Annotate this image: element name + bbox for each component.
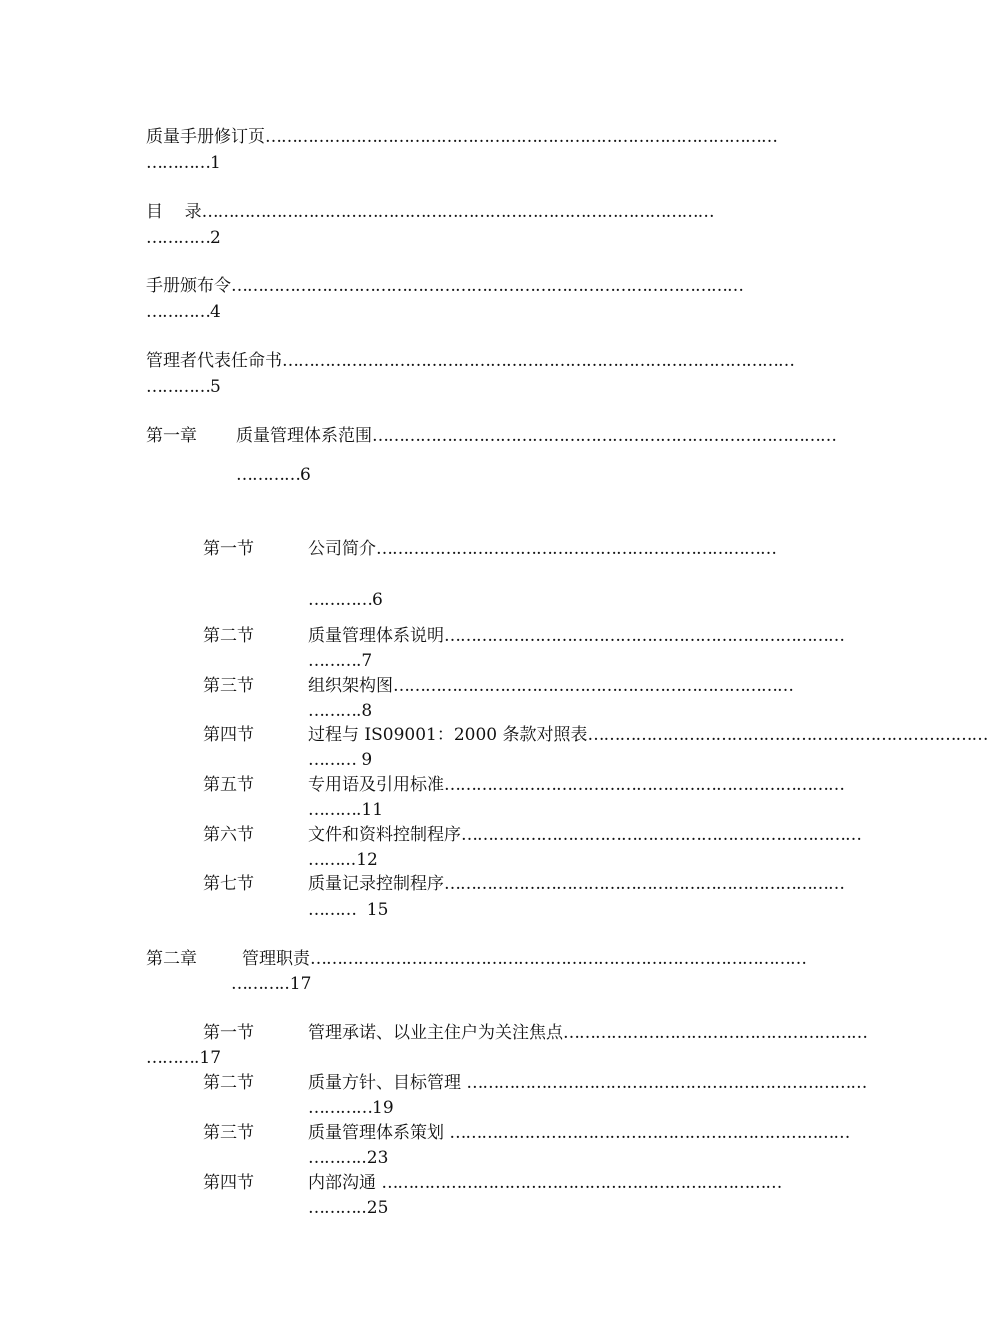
section-page-line: ……….11	[308, 800, 384, 820]
toc-entry-revision[interactable]: 质量手册修订页……………………………………………………………………………………	[146, 127, 777, 147]
toc-entry-title: 质量手册修订页	[146, 127, 265, 147]
chapter-1-label: 第一章	[146, 426, 197, 446]
ch1-section-2-entry[interactable]: 质量管理体系说明…………………………………………………………………	[308, 626, 844, 646]
chapter-2-label: 第二章	[146, 949, 197, 969]
chapter-2-page-line: ………..17	[231, 974, 312, 994]
ch2-section-2-entry[interactable]: 质量方针、目标管理 …………………………………………………………………	[308, 1073, 867, 1093]
ch2-section-4-label: 第四节	[203, 1173, 254, 1193]
section-title: 过程与 IS09001：2000 条款对照表	[308, 725, 588, 745]
toc-entry-decree[interactable]: 手册颁布令……………………………………………………………………………………	[146, 276, 743, 296]
chapter-2-entry[interactable]: 管理职责…………………………………………………………………………………	[242, 949, 806, 969]
section-page: 19	[372, 1098, 394, 1118]
section-page: .17	[194, 1048, 222, 1068]
section-page: 15	[356, 900, 389, 920]
section-page: ..23	[356, 1148, 389, 1168]
chapter-1-page: 6	[300, 465, 311, 485]
ch1-section-3-entry[interactable]: 组织架构图…………………………………………………………………	[308, 676, 793, 696]
section-page: 6	[372, 590, 383, 610]
section-page-line: …………6	[308, 590, 383, 610]
toc-entry-page-line: …………5	[146, 377, 221, 397]
chapter-1-page-line: …………6	[236, 465, 311, 485]
section-title: 内部沟通	[308, 1173, 382, 1193]
section-page-line: ……….7	[308, 651, 373, 671]
ch1-section-1-entry[interactable]: 公司简介…………………………………………………………………	[308, 539, 776, 559]
toc-entry-contents[interactable]: 目 录……………………………………………………………………………………	[146, 202, 714, 222]
section-page: .7	[356, 651, 373, 671]
section-page: 9	[356, 750, 373, 770]
section-page-line: …………19	[308, 1098, 394, 1118]
section-page-line: ……….17	[146, 1048, 222, 1068]
section-page: ..25	[356, 1198, 389, 1218]
ch1-section-1-label: 第一节	[203, 539, 254, 559]
toc-entry-title: 目 录	[146, 202, 202, 222]
toc-entry-page: 1	[210, 153, 221, 173]
section-title: 质量管理体系策划	[308, 1123, 450, 1143]
toc-entry-appointment[interactable]: 管理者代表任命书……………………………………………………………………………………	[146, 351, 794, 371]
section-page-line: ……… 15	[308, 900, 389, 920]
chapter-1-title: 质量管理体系范围	[236, 426, 372, 446]
section-page-line: ……...12	[308, 850, 378, 870]
section-title: 质量记录控制程序	[308, 874, 444, 894]
section-page-line: ……… 9	[308, 750, 373, 770]
ch2-section-2-label: 第二节	[203, 1073, 254, 1093]
section-title: 管理承诺、以业主住户为关注焦点	[308, 1023, 563, 1043]
ch2-section-1-label: 第一节	[203, 1023, 254, 1043]
ch1-section-4-entry[interactable]: 过程与 IS09001：2000 条款对照表…………………………………………………………………	[308, 725, 988, 745]
toc-entry-page: 5	[210, 377, 221, 397]
toc-entry-title: 手册颁布令	[146, 276, 231, 296]
ch1-section-6-entry[interactable]: 文件和资料控制程序…………………………………………………………………	[308, 825, 861, 845]
toc-entry-page: 4	[210, 302, 221, 322]
section-page: .11	[356, 800, 384, 820]
toc-entry-page-line: …………2	[146, 228, 221, 248]
ch2-section-4-entry[interactable]: 内部沟通 …………………………………………………………………	[308, 1173, 782, 1193]
ch1-section-2-label: 第二节	[203, 626, 254, 646]
section-page: ...12	[340, 850, 378, 870]
ch1-section-5-entry[interactable]: 专用语及引用标准…………………………………………………………………	[308, 775, 844, 795]
section-page-line: ………..25	[308, 1198, 389, 1218]
ch1-section-5-label: 第五节	[203, 775, 254, 795]
ch2-section-1-entry[interactable]: 管理承诺、以业主住户为关注焦点…………………………………………………	[308, 1023, 867, 1043]
toc-entry-page-line: …………1	[146, 153, 221, 173]
section-title: 专用语及引用标准	[308, 775, 444, 795]
section-title: 公司简介	[308, 539, 376, 559]
ch2-section-3-entry[interactable]: 质量管理体系策划 …………………………………………………………………	[308, 1123, 850, 1143]
section-title: 质量方针、目标管理	[308, 1073, 467, 1093]
chapter-1-entry[interactable]: 质量管理体系范围……………………………………………………………………………	[236, 426, 836, 446]
toc-entry-page-line: …………4	[146, 302, 221, 322]
chapter-2-page: ..17	[279, 974, 312, 994]
section-page: .8	[356, 701, 373, 721]
ch1-section-7-entry[interactable]: 质量记录控制程序…………………………………………………………………	[308, 874, 844, 894]
toc-entry-title: 管理者代表任命书	[146, 351, 282, 371]
section-page-line: ……….8	[308, 701, 373, 721]
toc-entry-page: 2	[210, 228, 221, 248]
section-title: 组织架构图	[308, 676, 393, 696]
section-page-line: ………..23	[308, 1148, 389, 1168]
chapter-2-title: 管理职责	[242, 949, 310, 969]
section-title: 文件和资料控制程序	[308, 825, 461, 845]
ch1-section-6-label: 第六节	[203, 825, 254, 845]
section-title: 质量管理体系说明	[308, 626, 444, 646]
ch1-section-7-label: 第七节	[203, 874, 254, 894]
ch2-section-3-label: 第三节	[203, 1123, 254, 1143]
ch1-section-4-label: 第四节	[203, 725, 254, 745]
ch1-section-3-label: 第三节	[203, 676, 254, 696]
